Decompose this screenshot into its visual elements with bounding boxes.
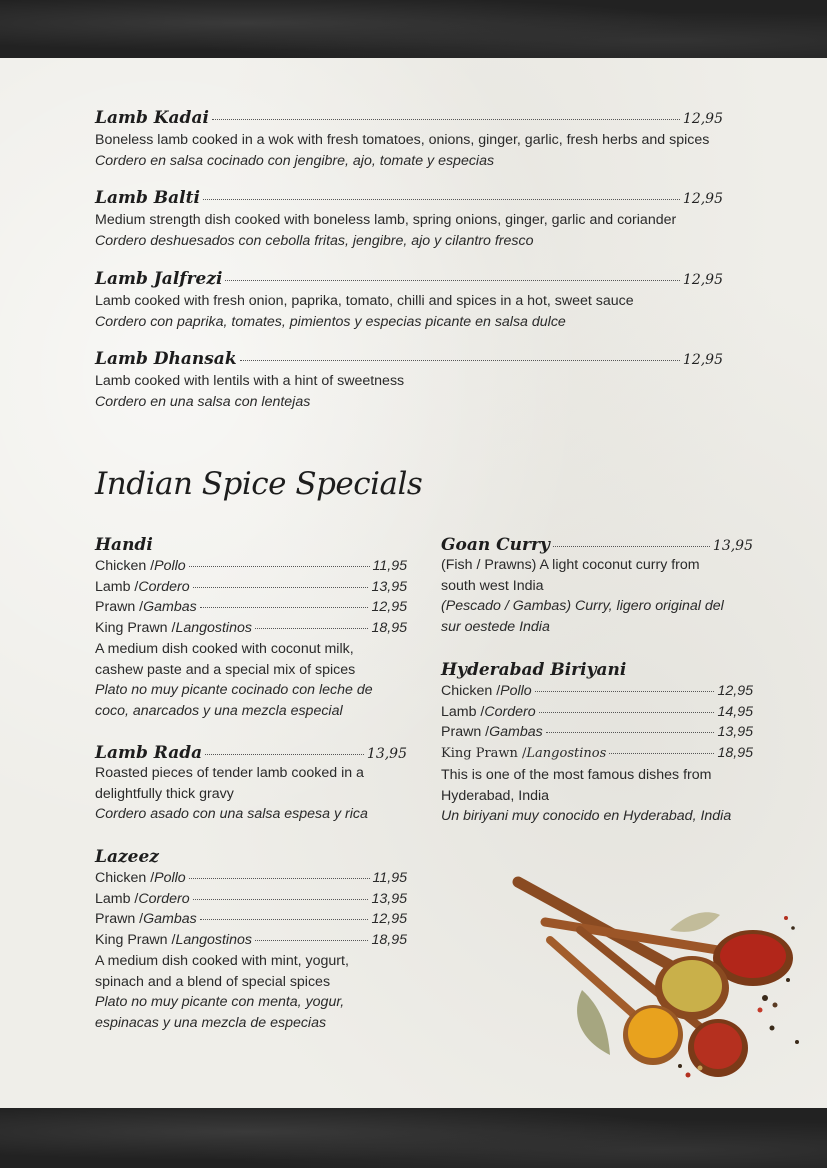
option-price: 18,95 — [371, 932, 407, 949]
dish-description-es: Cordero en una salsa con lentejas — [95, 393, 311, 410]
option-en: Prawn / — [441, 724, 490, 741]
option-en: Chicken / — [95, 870, 155, 886]
option-row — [95, 889, 407, 910]
option-row — [95, 868, 407, 889]
option-row — [95, 909, 407, 930]
dish-name: Lamb Kadai — [95, 108, 209, 128]
dot-leader — [193, 899, 369, 900]
option-en: Lamb / — [95, 890, 139, 907]
dish-description-es: espinacas y una mezcla de especias — [95, 1014, 327, 1031]
option-row — [95, 930, 407, 951]
option-en: King Prawn / — [95, 932, 176, 949]
dish-price: 13,95 — [366, 746, 407, 762]
option-es: Pollo — [500, 683, 532, 699]
dish-description: This is one of the most famous dishes from — [441, 766, 712, 783]
top-band — [0, 0, 827, 58]
dish-description: spinach and a blend of special spices — [95, 973, 331, 990]
dot-leader — [203, 199, 680, 200]
option-es: Langostinos — [175, 932, 252, 949]
spices-spoons-icon — [510, 870, 810, 1085]
dot-leader — [200, 607, 369, 608]
dot-leader — [255, 628, 369, 629]
option-es: Pollo — [154, 558, 186, 574]
option-price: 12,95 — [371, 599, 407, 616]
dish-description: Boneless lamb cooked in a wok with fresh tomatoes, onions, ginger, garlic, fresh herbs and spices — [95, 132, 710, 148]
dish-description-es: Cordero asado con una salsa espesa y rica — [95, 806, 368, 823]
dot-leader — [205, 754, 364, 755]
dot-leader — [535, 691, 715, 692]
option-es: Cordero — [138, 578, 190, 595]
dot-leader — [255, 940, 369, 941]
dish-description: Hyderabad, India — [441, 787, 550, 804]
option-en: Prawn / — [95, 911, 144, 928]
dish-name: Lazeez — [95, 847, 159, 867]
dish-price: 13,95 — [712, 538, 753, 554]
option-row — [95, 577, 407, 598]
option-row — [441, 743, 753, 765]
option-row — [441, 681, 753, 702]
option-en: Chicken / — [441, 683, 501, 699]
dish-description-es: sur oestede India — [441, 619, 550, 636]
dish-description: Lamb cooked with lentils with a hint of sweetness — [95, 373, 405, 389]
dish-description: delightfully thick gravy — [95, 785, 234, 802]
option-row — [95, 556, 407, 577]
option-es: Gambas — [489, 724, 543, 741]
dot-leader — [225, 280, 679, 281]
option-es: Gambas — [143, 599, 197, 616]
dish-price: 12,95 — [682, 352, 723, 368]
dish-price: 12,95 — [682, 272, 723, 288]
option-price: 12,95 — [371, 911, 407, 928]
section-title: Indian Spice Specials — [95, 466, 423, 502]
menu-item-lamb-rada — [95, 743, 407, 825]
menu-item-handi — [95, 535, 407, 722]
dish-name: Handi — [95, 535, 153, 555]
menu-item-hyderabad-biriyani — [441, 660, 753, 827]
dish-description: Medium strength dish cooked with boneless lamb, spring onions, ginger, garlic and coriander — [95, 212, 677, 228]
option-en: King Prawn / — [95, 620, 176, 637]
menu-item-goan-curry — [441, 535, 753, 638]
dot-leader — [553, 546, 710, 547]
dish-description: Lamb cooked with fresh onion, paprika, tomato, chilli and spices in a hot, sweet sauce — [95, 293, 634, 309]
dish-name: Lamb Rada — [95, 743, 203, 763]
dish-name: Lamb Jalfrezi — [95, 269, 223, 289]
dish-description: A medium dish cooked with coconut milk, — [95, 640, 354, 657]
menu-item-lamb-dhansak — [95, 349, 723, 412]
dish-description-es: (Pescado / Gambas) Curry, ligero original del — [441, 598, 724, 615]
option-list — [95, 556, 407, 722]
bottom-band — [0, 1108, 827, 1168]
dish-description: A medium dish cooked with mint, yogurt, — [95, 952, 349, 969]
dot-leader — [200, 919, 369, 920]
option-en: Prawn / — [95, 599, 144, 616]
option-en: Chicken / — [95, 558, 155, 574]
dish-description-es: Cordero deshuesados con cebolla fritas, jengibre, ajo y cilantro fresco — [95, 232, 534, 249]
menu-item-lamb-balti — [95, 188, 723, 251]
option-price: 13,95 — [371, 890, 407, 907]
option-row — [95, 618, 407, 639]
menu-item-lamb-jalfrezi — [95, 269, 723, 332]
dish-description: cashew paste and a special mix of spices — [95, 661, 356, 678]
dot-leader — [193, 587, 369, 588]
dot-leader — [189, 878, 370, 879]
option-es: Cordero — [138, 890, 190, 907]
dot-leader — [546, 732, 715, 733]
dish-name: Goan Curry — [441, 535, 550, 555]
option-price: 11,95 — [372, 558, 407, 574]
dot-leader — [189, 566, 370, 567]
dish-description-es: Cordero en salsa cocinado con jengibre, ajo, tomate y especias — [95, 152, 495, 169]
option-es: Langostinos — [526, 746, 607, 762]
dish-name: Hyderabad Biriyani — [441, 660, 627, 680]
dish-description-es: Plato no muy picante con menta, yogur, — [95, 994, 345, 1011]
option-row — [441, 702, 753, 723]
dish-description: Roasted pieces of tender lamb cooked in a — [95, 765, 364, 781]
option-row — [441, 722, 753, 743]
option-price: 11,95 — [372, 870, 407, 886]
option-en: King Prawn / — [441, 746, 527, 762]
option-es: Gambas — [143, 911, 197, 928]
dish-description-es: Cordero con paprika, tomates, pimientos y especias picante en salsa dulce — [95, 313, 566, 330]
dish-name: Lamb Balti — [95, 188, 200, 208]
option-en: Lamb / — [441, 703, 485, 720]
option-es: Langostinos — [175, 620, 252, 637]
dish-description: south west India — [441, 577, 544, 594]
option-price: 14,95 — [717, 703, 753, 720]
option-es: Pollo — [154, 870, 186, 886]
option-price: 13,95 — [371, 578, 407, 595]
option-row — [95, 597, 407, 618]
option-en: Lamb / — [95, 578, 139, 595]
dish-name: Lamb Dhansak — [95, 349, 237, 369]
option-es: Cordero — [484, 703, 536, 720]
dish-price: 12,95 — [682, 111, 723, 127]
dish-description: (Fish / Prawns) A light coconut curry from — [441, 557, 700, 573]
dot-leader — [212, 119, 680, 120]
dish-description-es: coco, anarcados y una mezcla especial — [95, 702, 343, 719]
menu-item-lazeez — [95, 847, 407, 1034]
dot-leader — [240, 360, 680, 361]
option-price: 13,95 — [717, 724, 753, 741]
dot-leader — [539, 712, 715, 713]
dish-price: 12,95 — [682, 191, 723, 207]
option-price: 18,95 — [371, 620, 407, 637]
dish-description-es: Plato no muy picante cocinado con leche de — [95, 682, 373, 699]
option-price: 18,95 — [717, 745, 753, 762]
dish-description-es: Un biriyani muy conocido en Hyderabad, India — [441, 808, 732, 825]
menu-item-lamb-kadai — [95, 108, 723, 171]
dot-leader — [609, 753, 714, 754]
option-price: 12,95 — [717, 683, 753, 699]
